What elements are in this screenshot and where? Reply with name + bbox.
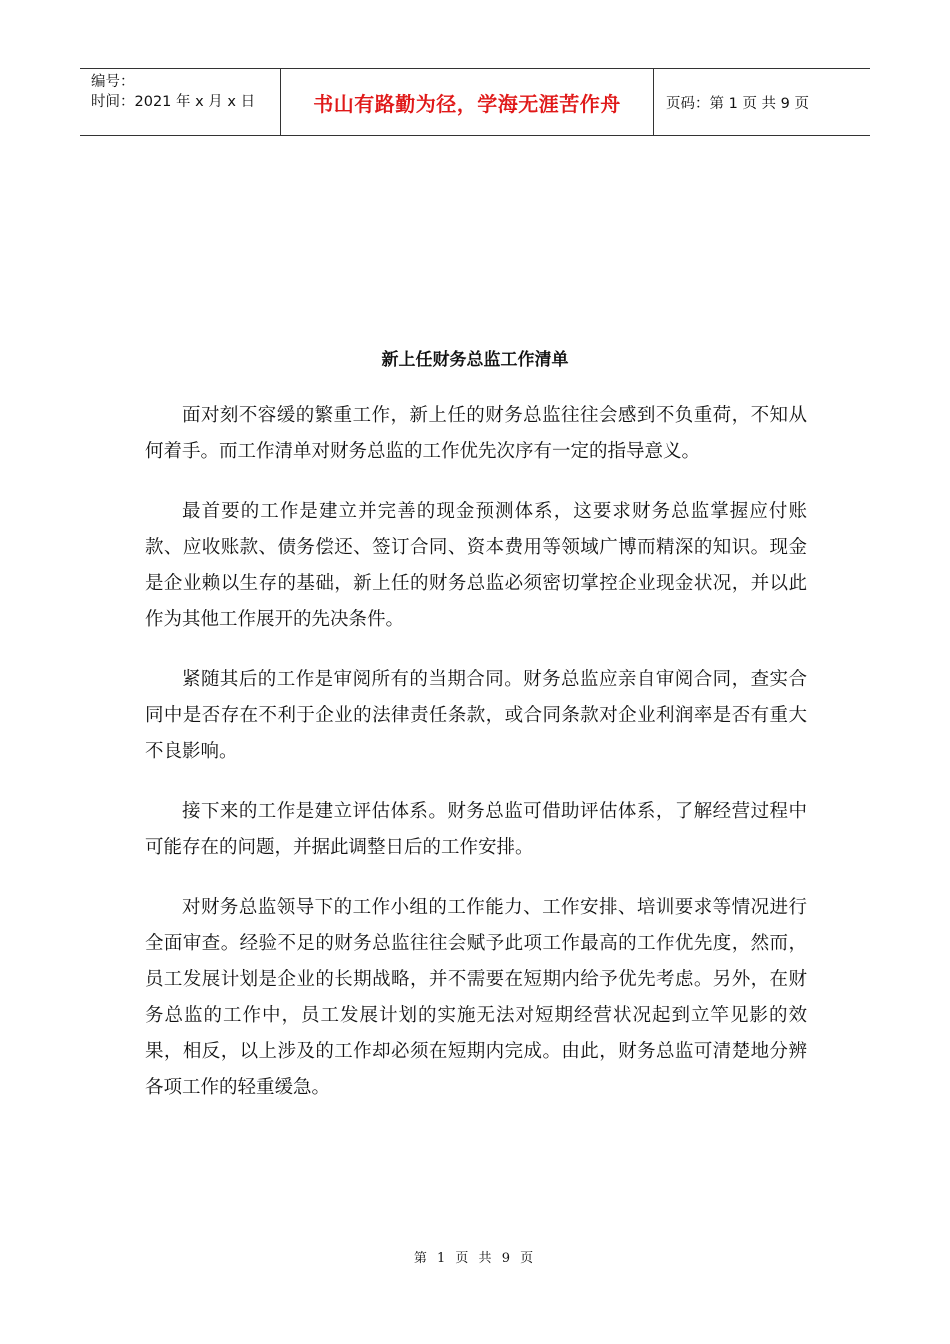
paragraph: 紧随其后的工作是审阅所有的当期合同。财务总监应亲自审阅合同，查实合同中是否存在不利于企业的法律责任条款，或合同条款对企业利润率是否有重大不良影响。 [145,669,807,762]
document-title: 新上任财务总监工作清单 [381,350,569,370]
header-motto: 书山有路勤为径，学海无涯苦作舟 [281,69,654,135]
paragraph: 对财务总监领导下的工作小组的工作能力、工作安排、培训要求等情况进行全面审查。经验不足的财务总监往往会赋予此项工作最高的工作优先度，然而，员工发展计划是企业的长期战略，并不需要在短期内给予优先考虑。另外，在财务总监的工作中，员工发展计划的实施无法对短期经营状况起到立竿见影的效果，相反，以上涉及的工作却必须在短期内完成。由此，财务总监可清楚地分辨各项工作的轻重缓急。 [145,897,807,1098]
page-footer: 第 1 页 共 9 页 [413,1251,537,1266]
paragraph: 最首要的工作是建立并完善的现金预测体系，这要求财务总监掌握应付账款、应收账款、债务偿还、签订合同、资本费用等领域广博而精深的知识。现金是企业赖以生存的基础，新上任的财务总监必须密切掌控企业现金状况，并以此作为其他工作展开的先决条件。 [145,501,807,630]
document-header [80,68,870,136]
paragraph: 接下来的工作是建立评估体系。财务总监可借助评估体系，了解经营过程中可能存在的问题，并据此调整日后的工作安排。 [145,801,807,858]
paragraph: 面对刻不容缓的繁重工作，新上任的财务总监往往会感到不负重荷，不知从何着手。而工作清单对财务总监的工作优先次序有一定的指导意义。 [145,405,807,462]
number-label: 编号： [91,74,135,90]
header-meta [80,69,281,135]
document-body [145,398,807,1130]
header-page-info: 页码：第 1 页 共 9 页 [666,95,809,112]
time-label: 时间：2021 年 x 月 x 日 [91,94,256,110]
